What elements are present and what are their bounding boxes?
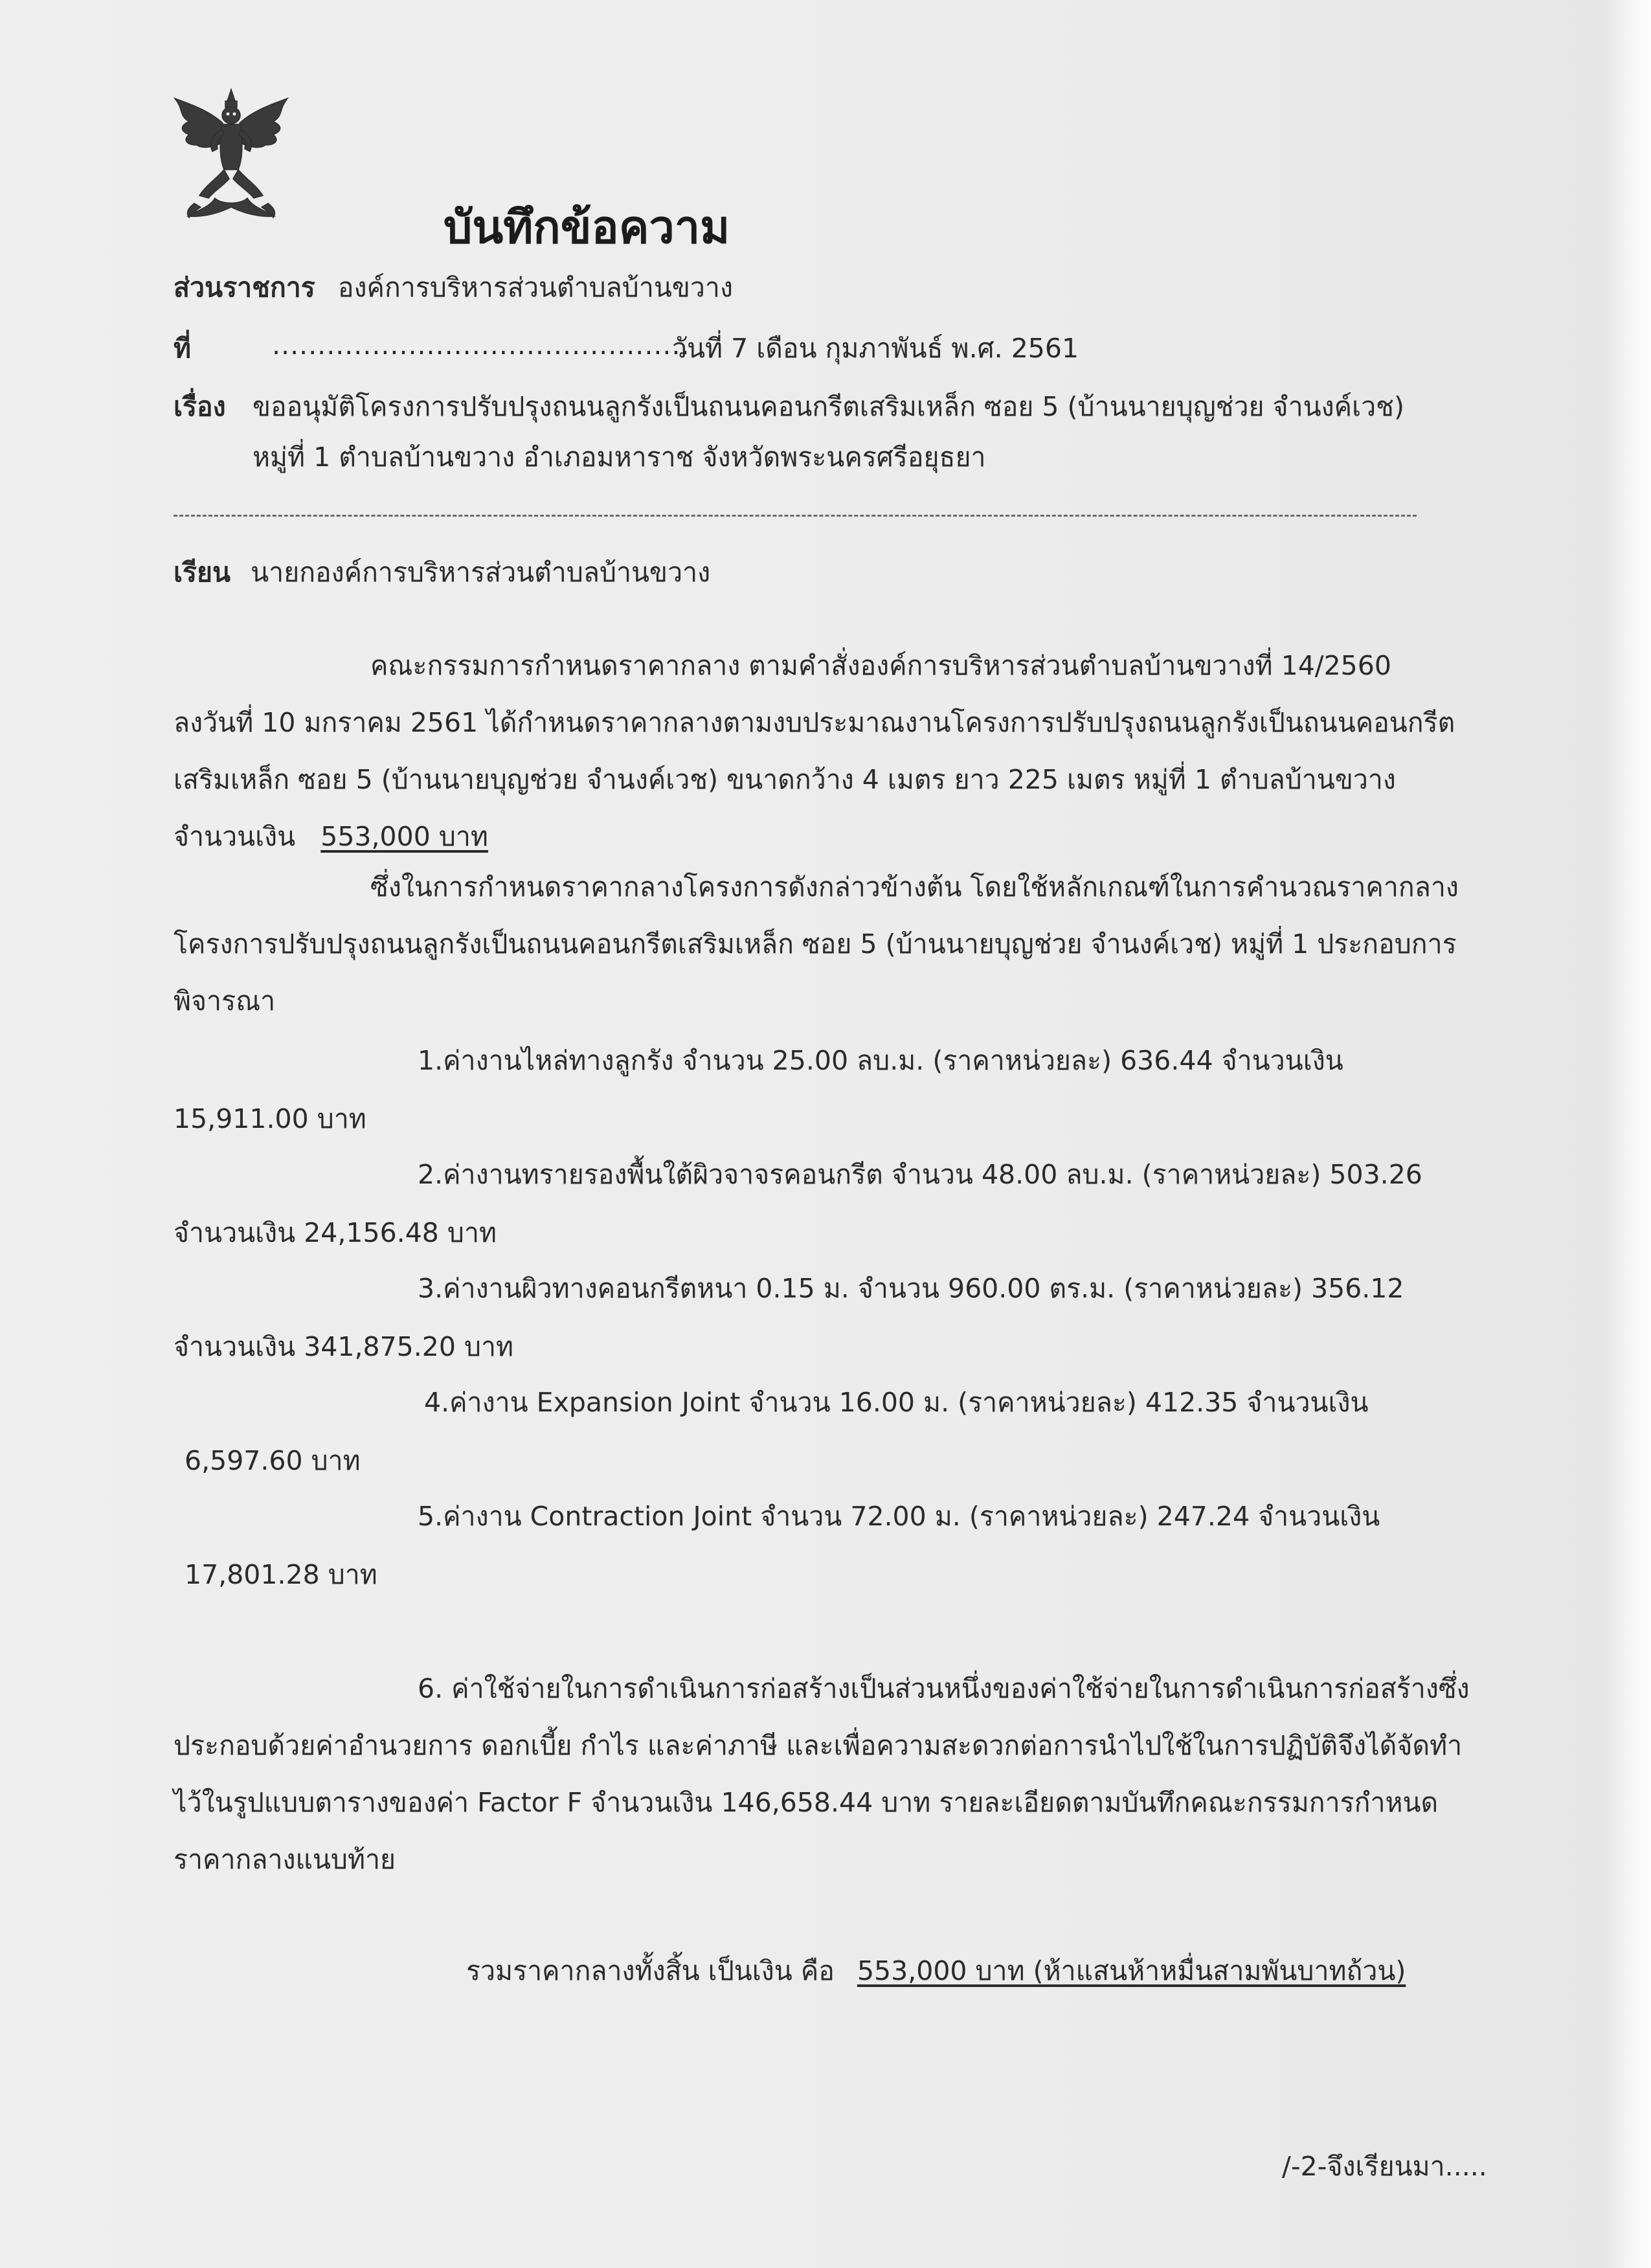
cost-item-2-amount: จำนวนเงิน 24,156.48 บาท [174, 1217, 497, 1248]
total-label: รวมราคากลางทั้งสิ้น เป็นเงิน คือ [466, 1955, 835, 1986]
agency-label: ส่วนราชการ [174, 272, 315, 303]
budget-amount: 553,000 บาท [320, 821, 488, 852]
p2-line-1: ซึ่งในการกำหนดราคากลางโครงการดังกล่าวข้างต้น โดยใช้หลักเกณฑ์ในการคำนวณราคากลาง [370, 871, 1459, 903]
cost-item-1: 1.ค่างานไหล่ทางลูกรัง จำนวน 25.00 ลบ.ม. (ราคาหน่วยละ) 636.44 จำนวนเงิน [418, 1045, 1343, 1076]
agency-value: องค์การบริหารส่วนตำบลบ้านขวาง [337, 272, 733, 303]
ref-number-dots: .............................................. [272, 330, 690, 361]
p6-line-3: ไว้ในรูปแบบตารางของค่า Factor F จำนวนเงิน 146,658.44 บาท รายละเอียดตามบันทึกคณะกรรมการกำหนด [174, 1787, 1439, 1818]
cost-item-1-amount: 15,911.00 บาท [174, 1103, 366, 1134]
p6-line-4: ราคากลางแนบท้าย [174, 1844, 396, 1875]
subject-label: เรื่อง [174, 391, 226, 422]
p6-line-1: 6. ค่าใช้จ่ายในการดำเนินการก่อสร้างเป็นส่วนหนึ่งของค่าใช้จ่ายในการดำเนินการก่อสร้างซึ่ง [418, 1673, 1470, 1704]
p6-line-2: ประกอบด้วยค่าอำนวยการ ดอกเบี้ย กำไร และค่าภาษี และเพื่อความสะดวกต่อการนำไปใช้ในการปฏิบัติจึงได้จัดทำ [174, 1730, 1463, 1761]
p2-line-3: พิจารณา [174, 985, 276, 1016]
ref-label: ที่ [174, 333, 192, 364]
amount-label: จำนวนเงิน [174, 821, 296, 852]
memo-date: วันที่ 7 เดือน กุมภาพันธ์ พ.ศ. 2561 [672, 333, 1079, 364]
salutation-label: เรียน [174, 557, 231, 588]
p1-line-2: ลงวันที่ 10 มกราคม 2561 ได้กำหนดราคากลางตามงบประมาณงานโครงการปรับปรุงถนนลูกรังเป็นถนนคอนกรีต [174, 707, 1455, 738]
subject-line-2: หมู่ที่ 1 ตำบลบ้านขวาง อำเภอมหาราช จังหวัดพระนครศรีอยุธยา [253, 442, 986, 473]
subject-line-1: ขออนุมัติโครงการปรับปรุงถนนลูกรังเป็นถนนคอนกรีตเสริมเหล็ก ซอย 5 (บ้านนายบุญช่วย จำนงค์เวช) [253, 391, 1404, 422]
p2-line-2: โครงการปรับปรุงถนนลูกรังเป็นถนนคอนกรีตเสริมเหล็ก ซอย 5 (บ้านนายบุญช่วย จำนงค์เวช) หมู่ที่ 1 ประกอบการ [174, 928, 1457, 960]
memo-title: บันทึกข้อความ [444, 201, 730, 254]
cost-item-5: 5.ค่างาน Contraction Joint จำนวน 72.00 ม. (ราคาหน่วยละ) 247.24 จำนวนเงิน [418, 1501, 1380, 1532]
agency-row [174, 269, 733, 306]
header-separator [174, 515, 1417, 517]
salutation-value: นายกองค์การบริหารส่วนตำบลบ้านขวาง [251, 557, 711, 588]
cost-item-5-amount: 17,801.28 บาท [185, 1559, 377, 1590]
p1-line-1: คณะกรรมการกำหนดราคากลาง ตามคำสั่งองค์การบริหารส่วนตำบลบ้านขวางที่ 14/2560 [370, 650, 1391, 681]
cost-item-2: 2.ค่างานทรายรองพื้นใต้ผิวจาจรคอนกรีต จำนวน 48.00 ลบ.ม. (ราคาหน่วยละ) 503.26 [418, 1159, 1422, 1190]
total-amount: 553,000 บาท (ห้าแสนห้าหมื่นสามพันบาทถ้วน) [857, 1955, 1406, 1986]
cost-item-4-amount: 6,597.60 บาท [185, 1445, 361, 1476]
total-row [466, 1953, 1406, 1989]
page-edge-shadow [1606, 0, 1651, 2268]
page-continuation: /-2-จึงเรียนมา..... [1282, 2151, 1487, 2182]
cost-item-3: 3.ค่างานผิวทางคอนกรีตหนา 0.15 ม. จำนวน 960.00 ตร.ม. (ราคาหน่วยละ) 356.12 [418, 1273, 1404, 1304]
cost-item-3-amount: จำนวนเงิน 341,875.20 บาท [174, 1331, 514, 1362]
p1-line-3: เสริมเหล็ก ซอย 5 (บ้านนายบุญช่วย จำนงค์เวช) ขนาดกว้าง 4 เมตร ยาว 225 เมตร หมู่ที่ 1 ตำบลบ้านขวาง [174, 764, 1396, 795]
cost-item-4: 4.ค่างาน Expansion Joint จำนวน 16.00 ม. (ราคาหน่วยละ) 412.35 จำนวนเงิน [424, 1387, 1369, 1418]
salutation-row [174, 554, 710, 590]
p1-line-4 [174, 818, 488, 855]
garuda-emblem-icon [170, 84, 293, 228]
